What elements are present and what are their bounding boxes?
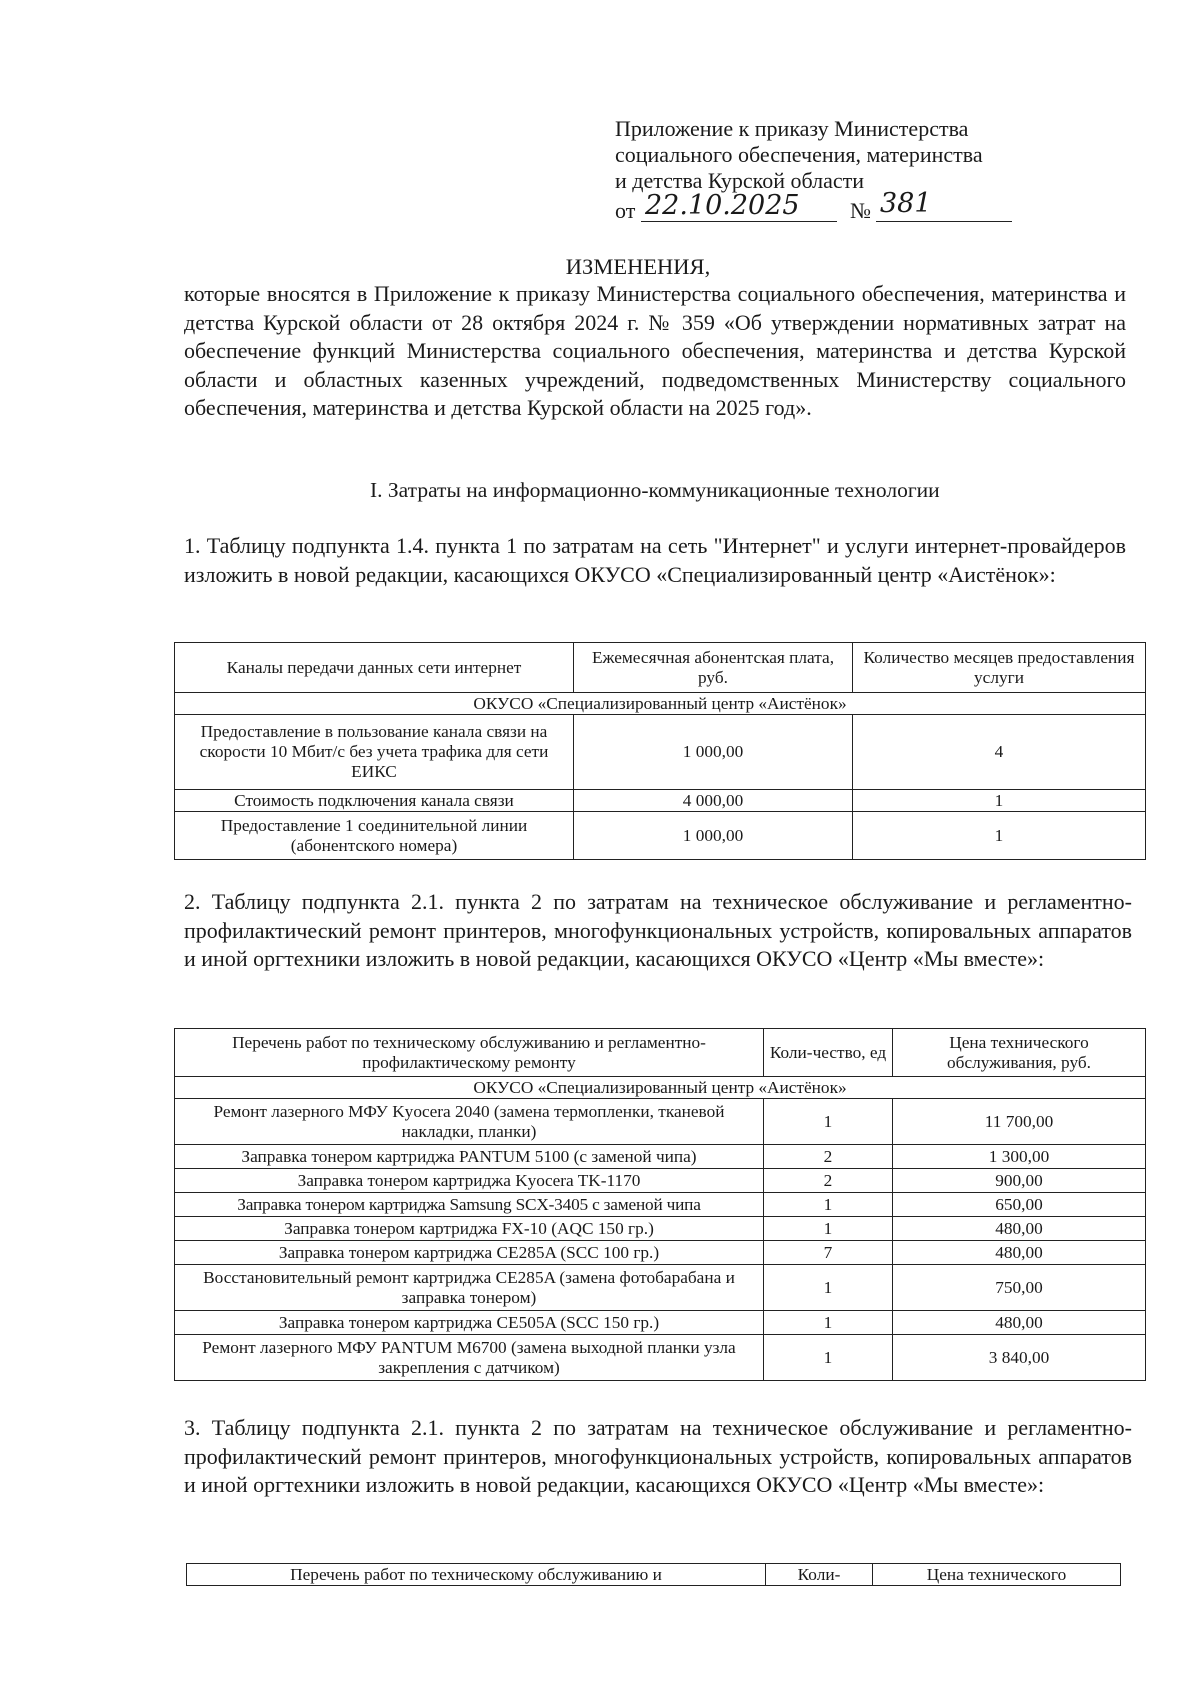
t1-row-months: 4 <box>853 715 1146 790</box>
number-handwritten: 381 <box>880 188 932 219</box>
paragraph-1: 1. Таблицу подпункта 1.4. пункта 1 по затратам на сеть "Интернет" и услуги интернет-провайдеров изложить в новой редакции, касающихся ОКУСО «Специализированный центр «Аистёнок»: <box>184 533 1126 587</box>
section-title: I. Затраты на информационно-коммуникационные технологии <box>370 478 940 502</box>
t2-row-name: Заправка тонером картриджа CE285A (SCC 100 гр.) <box>175 1241 764 1265</box>
t2-group-row: ОКУСО «Специализированный центр «Аистёнок» <box>175 1077 1146 1099</box>
appendix-line-2: социального обеспечения, материнства <box>615 142 983 167</box>
t2-row-qty: 1 <box>764 1217 893 1241</box>
t2-row-name: Восстановительный ремонт картриджа CE285A (замена фотобарабана и заправка тонером) <box>175 1265 764 1311</box>
t1-header-months: Количество месяцев предоставления услуги <box>853 643 1146 693</box>
number-prefix: № <box>850 198 871 223</box>
maintenance-table-1 <box>174 1028 1146 1381</box>
t1-header-price: Ежемесячная абонентская плата, руб. <box>574 643 853 693</box>
t2-row-name: Заправка тонером картриджа Samsung SCX-3405 с заменой чипа <box>175 1193 764 1217</box>
document-subtitle: которые вносятся в Приложение к приказу Министерства социального обеспечения, материнства и детства Курской области от 28 октября 2024 г. № 359 «Об утверждении нормативных затрат на обеспечение функций Министерства социального обеспечения, материнства и детства Курской области и областных казенных учреждений, подведомственных Министерству социального обеспечения, материнства и детства Курской области на 2025 год». <box>184 281 1126 420</box>
t2-row-price: 480,00 <box>893 1311 1146 1335</box>
paragraph-2: 2. Таблицу подпункта 2.1. пункта 2 по затратам на техническое обслуживание и регламентно-профилактический ремонт принтеров, многофункциональных устройств, копировальных аппаратов и иной оргтехники изложить в новой редакции, касающихся ОКУСО «Центр «Мы вместе»: <box>184 889 1132 971</box>
t2-row-qty: 1 <box>764 1265 893 1311</box>
t3-header-price: Цена технического <box>873 1564 1121 1586</box>
t2-row-name: Заправка тонером картриджа PANTUM 5100 (с заменой чипа) <box>175 1145 764 1169</box>
t1-row-price: 4 000,00 <box>574 790 853 812</box>
document-title: ИЗМЕНЕНИЯ, <box>565 254 711 279</box>
t2-row-price: 3 840,00 <box>893 1335 1146 1381</box>
t2-row-price: 1 300,00 <box>893 1145 1146 1169</box>
t2-row-qty: 7 <box>764 1241 893 1265</box>
t2-row-qty: 1 <box>764 1099 893 1145</box>
t2-row-name: Заправка тонером картриджа FX-10 (AQC 150 гр.) <box>175 1217 764 1241</box>
t1-row-price: 1 000,00 <box>574 812 853 860</box>
appendix-line-3: и детства Курской области <box>615 168 865 193</box>
t2-row-price: 480,00 <box>893 1217 1146 1241</box>
t2-row-price: 480,00 <box>893 1241 1146 1265</box>
t2-row-name: Заправка тонером картриджа CE505A (SCC 150 гр.) <box>175 1311 764 1335</box>
date-prefix: от <box>615 198 636 223</box>
t2-row-price: 11 700,00 <box>893 1099 1146 1145</box>
t1-row-name: Стоимость подключения канала связи <box>175 790 574 812</box>
t1-row-price: 1 000,00 <box>574 715 853 790</box>
t3-header-works: Перечень работ по техническому обслуживанию и <box>187 1564 766 1586</box>
t2-row-qty: 1 <box>764 1193 893 1217</box>
t2-row-qty: 2 <box>764 1145 893 1169</box>
t2-row-name: Ремонт лазерного МФУ PANTUM M6700 (замена выходной планки узла закрепления с датчиком) <box>175 1335 764 1381</box>
t2-row-name: Заправка тонером картриджа Kyocera TK-1170 <box>175 1169 764 1193</box>
number-underline <box>876 221 1012 222</box>
t2-row-qty: 2 <box>764 1169 893 1193</box>
t1-header-channels: Каналы передачи данных сети интернет <box>175 643 574 693</box>
internet-costs-table <box>174 642 1146 860</box>
t2-row-qty: 1 <box>764 1311 893 1335</box>
t2-header-qty: Коли-чество, ед <box>764 1029 893 1077</box>
t3-header-qty: Коли- <box>766 1564 873 1586</box>
maintenance-table-2 <box>186 1563 1121 1586</box>
t2-header-price: Цена технического обслуживания, руб. <box>893 1029 1146 1077</box>
t1-row-name: Предоставление в пользование канала связи на скорости 10 Мбит/с без учета трафика для сети ЕИКС <box>175 715 574 790</box>
paragraph-3: 3. Таблицу подпункта 2.1. пункта 2 по затратам на техническое обслуживание и регламентно-профилактический ремонт принтеров, многофункциональных устройств, копировальных аппаратов и иной оргтехники изложить в новой редакции, касающихся ОКУСО «Центр «Мы вместе»: <box>184 1415 1132 1497</box>
t1-group-row: ОКУСО «Специализированный центр «Аистёнок» <box>175 693 1146 715</box>
t2-row-price: 650,00 <box>893 1193 1146 1217</box>
t2-row-price: 900,00 <box>893 1169 1146 1193</box>
date-underline <box>641 221 837 222</box>
appendix-line-1: Приложение к приказу Министерства <box>615 116 969 141</box>
t2-row-name: Ремонт лазерного МФУ Kyocera 2040 (замена термопленки, тканевой накладки, планки) <box>175 1099 764 1145</box>
t1-row-months: 1 <box>853 812 1146 860</box>
t1-row-name: Предоставление 1 соединительной линии (абонентского номера) <box>175 812 574 860</box>
t2-row-price: 750,00 <box>893 1265 1146 1311</box>
t1-row-months: 1 <box>853 790 1146 812</box>
t2-header-works: Перечень работ по техническому обслуживанию и регламентно-профилактическому ремонту <box>175 1029 764 1077</box>
t2-row-qty: 1 <box>764 1335 893 1381</box>
date-handwritten: 22.10.2025 <box>645 190 800 221</box>
